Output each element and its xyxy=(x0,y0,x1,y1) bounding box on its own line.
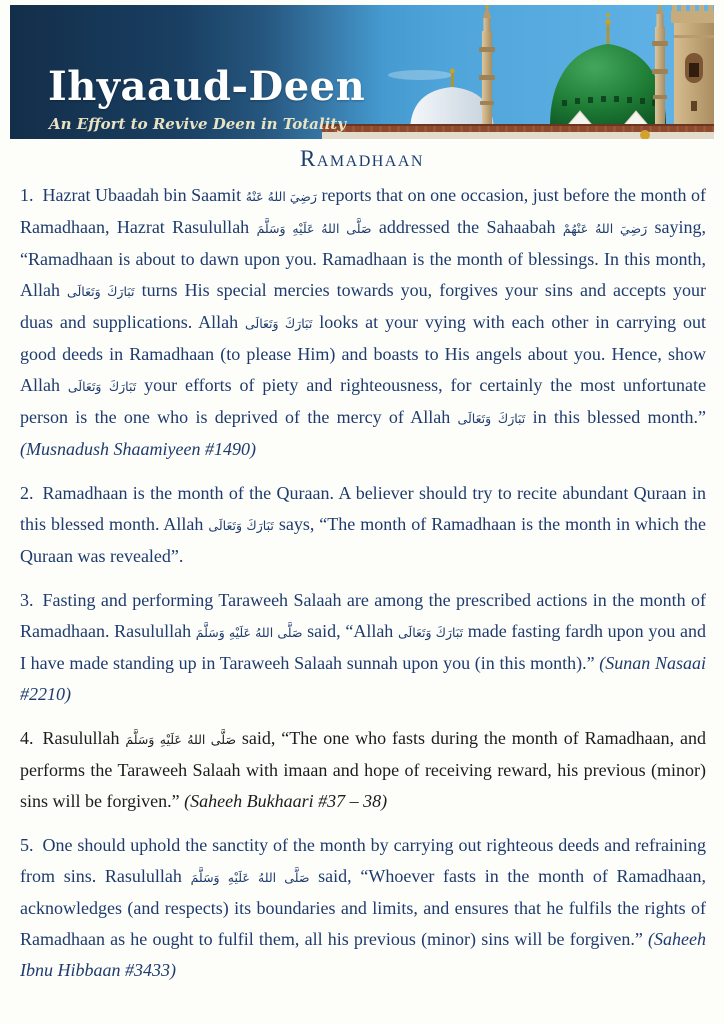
paragraph: 4. Rasulullah صَلَّى اللهُ عَلَيْهِ وَسَلَّمَ said, “The one who fasts during the month of Ramadhaan, and performs the Taraweeh Salaah with imaan and hope of receiving reward, his previous (minor) sins will be forgiven.” (Saheeh Bukhaari #37 – 38) xyxy=(20,728,707,811)
arabic-honorific: تَبَارَكَ وَتَعَالَى xyxy=(67,379,137,394)
paragraph: 3. Fasting and performing Taraweeh Salaah are among the prescribed actions in the month of Ramadhaan. Rasulullah صَلَّى اللهُ عَلَيْهِ وَسَلَّمَ said, “Allah تَبَارَكَ وَتَعَالَى made fasting fardh upon you and I have made standing up in Taraweeh Salaah sunnah upon you (in this month).” (Sunan Nasaai #2210) xyxy=(20,590,706,704)
page-title: Ramadhaan xyxy=(300,146,424,171)
rooftop-fence xyxy=(322,124,714,139)
arabic-honorific: تَبَارَكَ وَتَعَالَى xyxy=(244,316,313,331)
citation: (Saheeh Bukhaari #37 – 38) xyxy=(184,791,388,811)
green-dome xyxy=(550,13,666,139)
paragraph: 2. Ramadhaan is the month of the Quraan. A believer should try to recite abundant Quraan in this blessed month. Allah تَبَارَكَ وَتَعَالَى says, “The month of Ramadhaan is the month in which the Quraan was revealed”. xyxy=(20,483,706,566)
citation: (Musnadush Shaamiyeen #1490) xyxy=(20,439,256,459)
document-page xyxy=(0,139,724,999)
paragraph: 5. One should uphold the sanctity of the month by carrying out righteous deeds and refraining from sins. Rasulullah صَلَّى اللهُ عَلَيْهِ وَسَلَّمَ said, “Whoever fasts in the month of Ramadhaan, acknowledges (and respects) its boundaries and limits, and ensures that he fulfils the rights of Ramadhaan as he ought to fulfil them, all his previous (minor) sins will be forgiven.” (Saheeh Ibnu Hibbaan #3433) xyxy=(20,835,706,980)
arabic-honorific: تَبَارَكَ وَتَعَالَى xyxy=(67,284,135,299)
citation: (Saheeh Ibnu Hibbaan #3433) xyxy=(20,929,706,980)
paragraph: 1. Hazrat Ubaadah bin Saamit رَضِيَ اللهُ عَنْهُ reports that on one occasion, just before the month of Ramadhaan, Hazrat Rasulullah صَلَّى اللهُ عَلَيْهِ وَسَلَّمَ addressed the Sahaabah رَضِيَ اللهُ عَنْهُمْ saying, “Ramadhaan is about to dawn upon you. Ramadhaan is the month of blessings. In this month, Allah تَبَارَكَ وَتَعَالَى turns His special mercies towards you, forgives your sins and accepts your duas and supplications. Allah تَبَارَكَ وَتَعَالَى looks at your vying with each other in carrying out good deeds in Ramadhaan (to please Him) and boasts to His angels about you. Hence, show Allah تَبَارَكَ وَتَعَالَى your efforts of piety and righteousness, for certainly the most unfortunate person is the one who is deprived of the mercy of Allah تَبَارَكَ وَتَعَالَى in this blessed month.” (Musnadush Shaamiyeen #1490) xyxy=(20,185,707,459)
citation: (Sunan Nasaai #2210) xyxy=(20,653,706,704)
arabic-honorific: تَبَارَكَ وَتَعَالَى xyxy=(397,625,464,640)
arabic-honorific: صَلَّى اللهُ عَلَيْهِ وَسَلَّمَ xyxy=(256,221,372,236)
corner-tower xyxy=(671,5,714,139)
mosque-illustration xyxy=(322,5,714,139)
arabic-honorific: صَلَّى اللهُ عَلَيْهِ وَسَلَّمَ xyxy=(195,625,303,640)
arabic-honorific: صَلَّى اللهُ عَلَيْهِ وَسَلَّمَ xyxy=(190,870,310,885)
cloud xyxy=(388,70,452,80)
site-title: Ihyaaud-Deen xyxy=(48,63,366,110)
arabic-honorific: تَبَارَكَ وَتَعَالَى xyxy=(208,518,274,533)
arabic-honorific: صَلَّى اللهُ عَلَيْهِ وَسَلَّمَ xyxy=(125,732,236,747)
site-banner xyxy=(10,5,714,139)
arabic-honorific: رَضِيَ اللهُ عَنْهُ xyxy=(245,189,317,204)
arabic-honorific: رَضِيَ اللهُ عَنْهُمْ xyxy=(562,221,648,236)
paragraphs xyxy=(0,180,724,986)
site-tagline: An Effort to Revive Deen in Totality xyxy=(49,115,346,133)
arabic-honorific: تَبَارَكَ وَتَعَالَى xyxy=(457,411,526,426)
